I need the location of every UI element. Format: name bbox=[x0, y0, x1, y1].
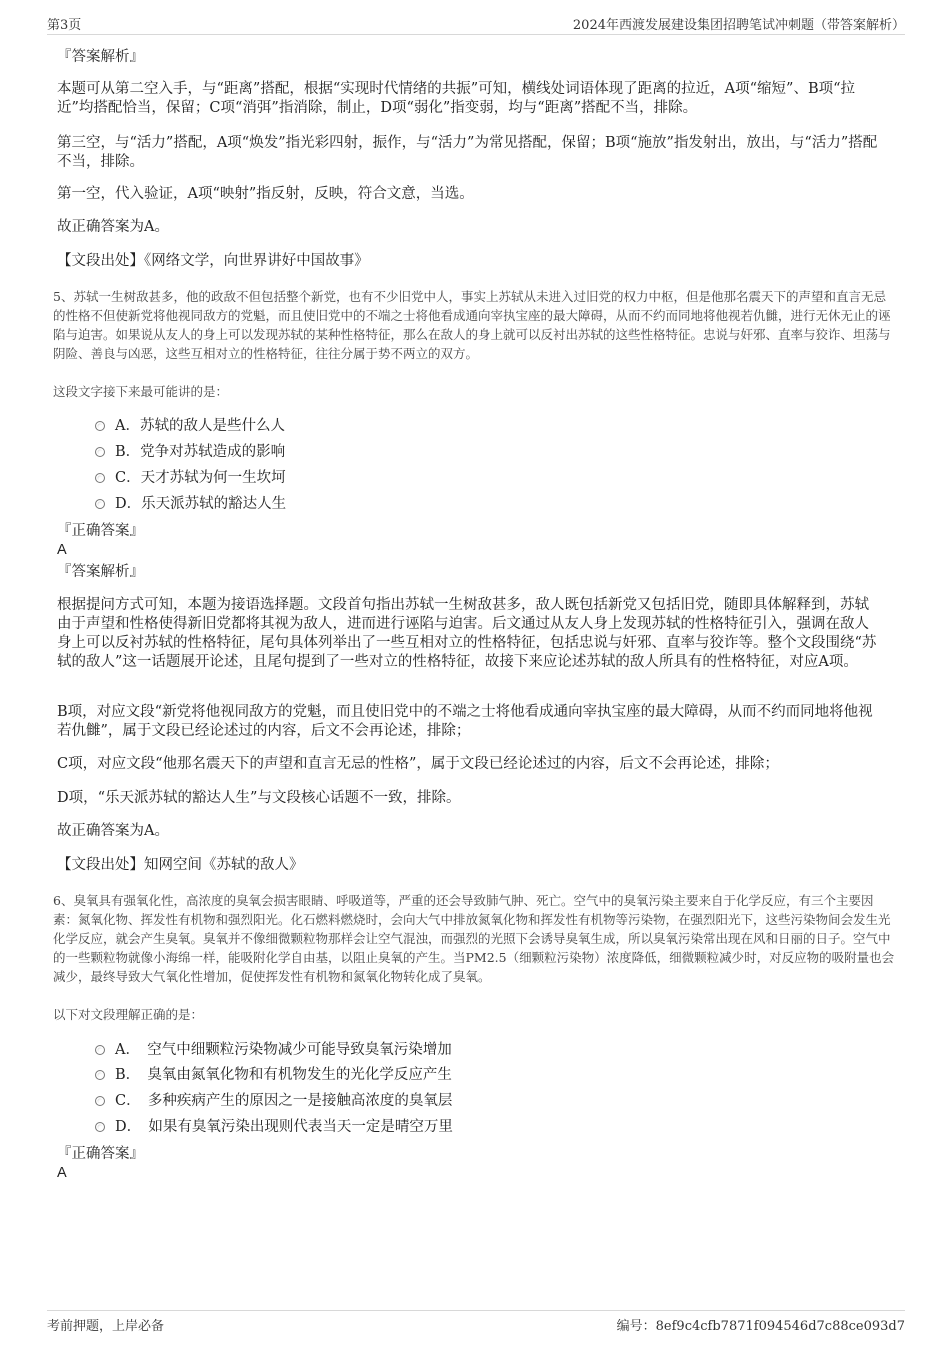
footer-slogan: 考前押题，上岸必备 bbox=[47, 1319, 165, 1334]
question-5-text: 5、苏轼一生树敌甚多，他的政敌不但包括整个新党，也有不少旧党中人，事实上苏轼从未进入过旧党的权力中枢，但是他那名震天下的声望和直言无忌的性格不但使新党将他视同敌方的党魁，而且使旧党中的不端之士将他看成通向宰执宝座的最大障碍，从而不约而同地将他视若仇雠，进行无休无止的诬陷与迫害。如果说从友人的身上可以发现苏轼的某种性格特征，那么在敌人的身上就可以反衬出苏轼的这些性格特征。忠说与奸邪、直率与狡诈、坦荡与阴险、善良与凶恶，这些互相对立的性格特征，往往分属于势不两立的双方。 bbox=[53, 289, 891, 361]
analysis-paragraph: 第一空，代入验证，A项“映射”指反射，反映，符合文意，当选。 bbox=[57, 186, 474, 202]
analysis-paragraph: D项，“乐天派苏轼的豁达人生”与文段核心话题不一致，排除。 bbox=[57, 790, 461, 806]
correct-answer: A bbox=[57, 1165, 67, 1181]
radio-icon[interactable] bbox=[95, 1122, 105, 1132]
document-id: 编号：8ef9c4cfb7871f094546d7c88ce093d7 bbox=[616, 1319, 905, 1334]
question-6-text: 6、臭氧具有强氧化性，高浓度的臭氧会损害眼睛、呼吸道等，严重的还会导致肺气肿、死亡。空气中的臭氧污染主要来自于化学反应，有三个主要因素：氮氧化物、挥发性有机物和强烈阳光。化石燃料燃烧时，会向大气中排放氮氧化物和挥发性有机物等污染物，在强烈阳光下，这些污染物间会发生光化学反应，就会产生臭氧。臭氧并不像细微颗粒物那样会让空气混浊，而强烈的光照下会诱导臭氧生成，所以臭氧污染常出现在风和日丽的日子。空气中的一些颗粒物就像小海绵一样，能吸附化学自由基，以阻止臭氧的产生。当PM2.5（细颗粒污染物）浓度降低，细微颗粒减少时，对反应物的吸附量也会减少，最终导致大气氧化性增加，促使挥发性有机物和氮氧化物转化成了臭氧。 bbox=[53, 893, 895, 984]
correct-answer-heading: 『正确答案』 bbox=[57, 523, 144, 539]
question-6-prompt: 以下对文段理解正确的是： bbox=[53, 1007, 204, 1022]
analysis-paragraph: 根据提问方式可知，本题为接语选择题。文段首句指出苏轼一生树敌甚多，敌人既包括新党又包括旧党，随即具体解释到，苏轼由于声望和性格使得新旧党都将其视为敌人，进而进行诬陷与迫害。后文通过从友人身上发现苏轼的性格特征引入，强调在敌人身上可以反衬苏轼的性格特征，尾句具体列举出了一些互相对立的性格特征，包括忠说与奸邪、直率与狡诈等。整个文段围绕“苏轼的敌人”这一话题展开论述，且尾句提到了一些对立的性格特征，故接下来应论述苏轼的敌人所具有的性格特征，对应A项。 bbox=[57, 597, 877, 670]
q6-option-d[interactable]: D． 如果有臭氧污染出现则代表当天一定是晴空万里 bbox=[95, 1118, 453, 1137]
radio-icon[interactable] bbox=[95, 421, 105, 431]
analysis-heading: 『答案解析』 bbox=[57, 49, 144, 65]
source-citation: 【文段出处】《网络文学，向世界讲好中国故事》 bbox=[57, 253, 369, 269]
radio-icon[interactable] bbox=[95, 473, 105, 483]
analysis-conclusion: 故正确答案为A。 bbox=[57, 823, 169, 839]
q6-option-a[interactable]: A． 空气中细颗粒污染物减少可能导致臭氧污染增加 bbox=[95, 1041, 452, 1060]
radio-icon[interactable] bbox=[95, 499, 105, 509]
q6-option-c[interactable]: C． 多种疾病产生的原因之一是接触高浓度的臭氧层 bbox=[95, 1092, 452, 1111]
page-footer bbox=[47, 1310, 905, 1333]
analysis-paragraph: 第三空，与“活力”搭配，A项“焕发”指光彩四射，振作，与“活力”为常见搭配，保留；B项“施放”指发射出，放出，与“活力”搭配不当，排除。 bbox=[57, 135, 878, 170]
analysis-paragraph: 本题可从第二空入手，与“距离”搭配，根据“实现时代情绪的共振”可知，横线处词语体现了距离的拉近，A项“缩短”、B项“拉近”均搭配恰当，保留；C项“消弭”指消除，制止，D项“弱化”指变弱，均与“距离”搭配不当，排除。 bbox=[57, 81, 856, 116]
question-5-prompt: 这段文字接下来最可能讲的是： bbox=[53, 384, 229, 399]
q6-option-b[interactable]: B． 臭氧由氮氧化物和有机物发生的光化学反应产生 bbox=[95, 1066, 452, 1085]
analysis-paragraph: B项，对应文段“新党将他视同敌方的党魁，而且使旧党中的不端之士将他看成通向宰执宝座的最大障碍，从而不约而同地将他视若仇雠”，属于文段已经论述过的内容，后文不会再论述，排除； bbox=[57, 704, 873, 739]
radio-icon[interactable] bbox=[95, 1045, 105, 1055]
radio-icon[interactable] bbox=[95, 1070, 105, 1080]
page-number: 第3页 bbox=[47, 18, 82, 33]
analysis-heading: 『答案解析』 bbox=[57, 564, 144, 580]
correct-answer-heading: 『正确答案』 bbox=[57, 1146, 144, 1162]
radio-icon[interactable] bbox=[95, 447, 105, 457]
analysis-conclusion: 故正确答案为A。 bbox=[57, 219, 169, 235]
analysis-paragraph: C项，对应文段“他那名震天下的声望和直言无忌的性格”，属于文段已经论述过的内容，后文不会再论述，排除； bbox=[57, 756, 779, 772]
radio-icon[interactable] bbox=[95, 1096, 105, 1106]
page-header bbox=[47, 14, 905, 35]
q5-option-c[interactable]: C．天才苏轼为何一生坎坷 bbox=[95, 469, 286, 488]
q5-option-b[interactable]: B．党争对苏轼造成的影响 bbox=[95, 443, 285, 462]
correct-answer: A bbox=[57, 542, 67, 558]
q5-option-a[interactable]: A．苏轼的敌人是些什么人 bbox=[95, 417, 285, 436]
document-title: 2024年西渡发展建设集团招聘笔试冲刺题（带答案解析） bbox=[572, 18, 905, 33]
q5-option-d[interactable]: D．乐天派苏轼的豁达人生 bbox=[95, 495, 286, 514]
source-citation: 【文段出处】知网空间《苏轼的敌人》 bbox=[57, 857, 304, 873]
